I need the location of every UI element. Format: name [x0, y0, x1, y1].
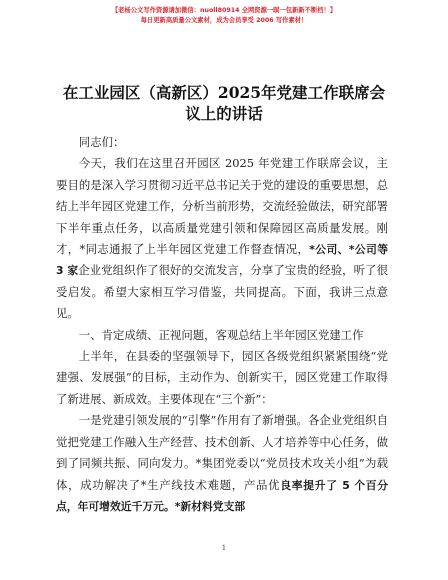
title-line-1: 在工业园区（高新区）2025年党建工作联席会: [62, 83, 386, 102]
paragraph-point-1: [56, 410, 388, 517]
paragraph-summary: 上半年，在县委的坚强领导下，园区各级党组织紧紧围绕“党建强、发展强”的目标，主动作为、创新实干，园区党建工作取得了新进展、新成效。主要体现在“三个新”：: [56, 349, 388, 406]
section-heading-1: 一、肯定成绩、正视问题，客观总结上半年园区党建工作: [78, 327, 364, 342]
paragraph-intro: [56, 153, 388, 324]
promo-banner: [0, 6, 448, 26]
document-title: [40, 82, 408, 124]
salutation: 同志们：: [78, 135, 125, 149]
point-1-text: 一是党建引领发展的“引擎”作用有了新增强。各企业党组织自觉把党建工作融入生产经营、技术创新、人才培养等中心任务，做到了同频共振、同向发力。*集团党委以“党员技术攻关小组”为载体，成功解决了*生产线技术难题，产品优: [56, 413, 388, 492]
title-line-2: 议上的讲话: [185, 104, 263, 123]
intro-text: 今天，我们在这里召开园区 2025 年党建工作联席会议，主要目的是深入学习贯彻习近平总书记关于党的建设的重要思想，总结上半年园区党建工作，分析当前形势，交流经验做法，研究部署下半年重点任务，以高质量党建引领和保障园区高质量发展。刚才，*同志通报了上半年园区党建工作督查情况，: [56, 156, 388, 257]
banner-line-2: 每日更新高质量公文素材，成为会员享受 2006 写作素材！: [140, 17, 308, 24]
intro-text-end: 企业党组织作了很好的交流发言，分享了宝贵的经验，听了很受启发。希望大家相互学习借鉴，共同提高。下面，我讲三点意见。: [56, 263, 388, 321]
intro-bold-text: *公司、*公司等 3 家: [56, 243, 388, 278]
document-body: [56, 132, 388, 517]
page-number: 1: [221, 544, 227, 552]
point-1-bold-text: 良率提升了 5 个百分点，年可增效近千万元。*新材料党支部: [56, 478, 389, 513]
banner-line-1: 【老杨公文写作资源请加微信：nuoll80914 全网资源一暝一包新新不断档！】: [111, 7, 337, 14]
